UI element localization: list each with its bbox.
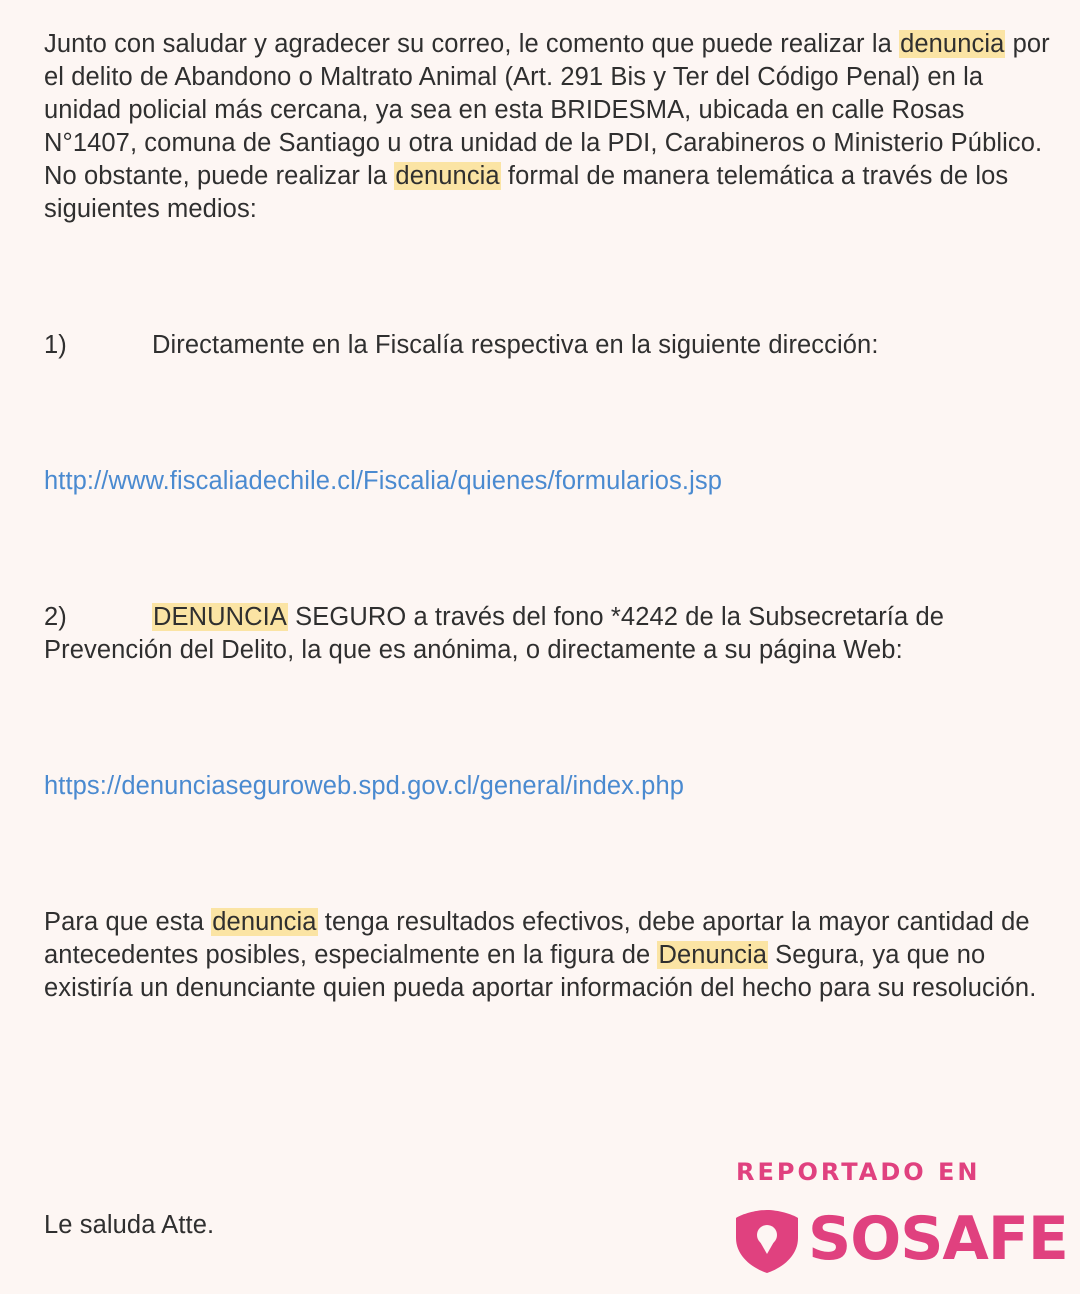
list-item-number: 1) [44, 331, 67, 359]
brand-tagline: REPORTADO EN [736, 1158, 981, 1186]
brand-wordmark: SOSAFE [808, 1204, 1068, 1274]
closing-line: Le saluda Atte. [44, 1211, 215, 1239]
denuncia-seguro-link[interactable]: https://denunciaseguroweb.spd.gov.cl/general/index.php [44, 772, 685, 800]
sosafe-logo [734, 1204, 1068, 1276]
list-item-text: Directamente en la Fiscalía respectiva en la siguiente dirección: [152, 331, 879, 359]
intro-text-b: por el delito de Abandono o Maltrato Animal (Art. 291 Bis y Ter del Código Penal) en la unidad policial más cercana, ya sea en esta BRIDESMA, ubicada en calle Rosas N°1407, comuna de Santiago u otra unidad de la PDI, Carabineros o Ministerio Público. No obstante, puede realizar la [44, 30, 1050, 190]
paragraph-recommendation [44, 906, 1054, 1005]
highlighted-term: DENUNCIA [153, 603, 287, 631]
intro-text-c: formal de manera telemática a través de los siguientes medios: [44, 162, 1009, 223]
list-item-text: SEGURO a través del fono *4242 de la Subsecretaría de Prevención del Delito, la que es anónima, o directamente a su página Web: [44, 603, 945, 664]
highlighted-term: Denuncia [658, 941, 767, 969]
list-item-number: 2) [44, 603, 67, 631]
list-item-2 [44, 601, 1054, 667]
recommendation-text-b: tenga resultados efectivos, debe aportar la mayor cantidad de antecedentes posibles, especialmente en la figura de [44, 908, 1030, 969]
intro-text-a: Junto con saludar y agradecer su correo, le comento que puede realizar la [44, 30, 900, 58]
list-item-1 [44, 329, 1054, 362]
recommendation-text-a: Para que esta [44, 908, 212, 936]
highlighted-term: denuncia [900, 30, 1005, 58]
fiscalia-link[interactable]: http://www.fiscaliadechile.cl/Fiscalia/quienes/formularios.jsp [44, 467, 722, 495]
paragraph-intro [44, 28, 1054, 226]
fiscalia-link-line [44, 465, 1054, 498]
denuncia-seguro-link-line [44, 770, 1054, 803]
highlighted-term: denuncia [395, 162, 500, 190]
recommendation-text-c: Segura, ya que no existiría un denunciante quien pueda aportar información del hecho para su resolución. [44, 941, 1037, 1002]
shield-pin-icon [734, 1208, 800, 1274]
sosafe-branding [734, 1158, 1068, 1278]
highlighted-term: denuncia [212, 908, 317, 936]
